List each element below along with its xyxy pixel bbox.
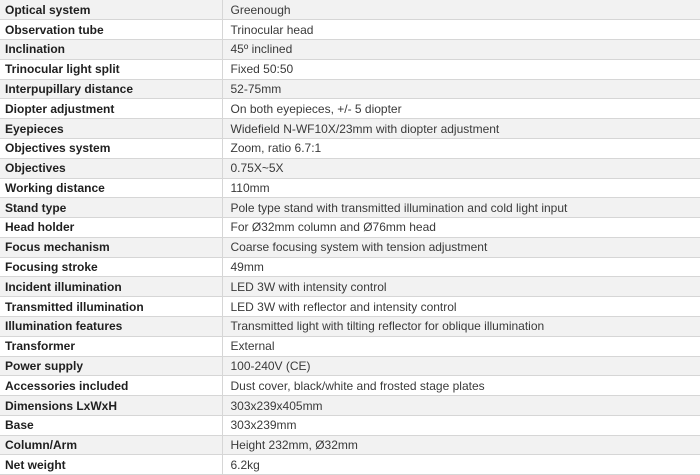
spec-value: 45º inclined — [222, 40, 700, 60]
spec-row — [0, 336, 700, 356]
spec-row — [0, 20, 700, 40]
spec-value: For Ø32mm column and Ø76mm head — [222, 218, 700, 238]
spec-row — [0, 178, 700, 198]
spec-value: 100-240V (CE) — [222, 356, 700, 376]
spec-row — [0, 79, 700, 99]
spec-row — [0, 198, 700, 218]
spec-row — [0, 415, 700, 435]
spec-row — [0, 218, 700, 238]
spec-label: Observation tube — [0, 20, 222, 40]
spec-value: LED 3W with intensity control — [222, 277, 700, 297]
spec-label: Optical system — [0, 0, 222, 20]
spec-row — [0, 138, 700, 158]
spec-row — [0, 158, 700, 178]
spec-label: Objectives — [0, 158, 222, 178]
spec-row — [0, 257, 700, 277]
spec-value: Coarse focusing system with tension adjustment — [222, 237, 700, 257]
spec-label: Interpupillary distance — [0, 79, 222, 99]
spec-label: Power supply — [0, 356, 222, 376]
spec-value: 49mm — [222, 257, 700, 277]
spec-value: Trinocular head — [222, 20, 700, 40]
spec-row — [0, 376, 700, 396]
spec-label: Illumination features — [0, 317, 222, 337]
spec-value: Dust cover, black/white and frosted stage plates — [222, 376, 700, 396]
spec-value: Height 232mm, Ø32mm — [222, 435, 700, 455]
spec-row — [0, 455, 700, 475]
spec-value: Transmitted light with tilting reflector for oblique illumination — [222, 317, 700, 337]
spec-row — [0, 59, 700, 79]
spec-label: Column/Arm — [0, 435, 222, 455]
spec-row — [0, 0, 700, 20]
spec-value: 303x239x405mm — [222, 396, 700, 416]
spec-row — [0, 356, 700, 376]
spec-value: Greenough — [222, 0, 700, 20]
spec-value: Zoom, ratio 6.7:1 — [222, 138, 700, 158]
spec-value: On both eyepieces, +/- 5 diopter — [222, 99, 700, 119]
spec-value: 52-75mm — [222, 79, 700, 99]
spec-row — [0, 297, 700, 317]
spec-label: Objectives system — [0, 138, 222, 158]
spec-value: Pole type stand with transmitted illumination and cold light input — [222, 198, 700, 218]
spec-value: 303x239mm — [222, 415, 700, 435]
spec-label: Transmitted illumination — [0, 297, 222, 317]
spec-label: Transformer — [0, 336, 222, 356]
spec-value: LED 3W with reflector and intensity control — [222, 297, 700, 317]
spec-row — [0, 277, 700, 297]
spec-label: Stand type — [0, 198, 222, 218]
spec-value: Widefield N-WF10X/23mm with diopter adjustment — [222, 119, 700, 139]
spec-label: Head holder — [0, 218, 222, 238]
spec-label: Incident illumination — [0, 277, 222, 297]
spec-row — [0, 435, 700, 455]
spec-row — [0, 396, 700, 416]
spec-value: 0.75X~5X — [222, 158, 700, 178]
spec-label: Net weight — [0, 455, 222, 475]
spec-row — [0, 317, 700, 337]
spec-label: Working distance — [0, 178, 222, 198]
spec-value: External — [222, 336, 700, 356]
spec-row — [0, 99, 700, 119]
spec-label: Eyepieces — [0, 119, 222, 139]
spec-label: Dimensions LxWxH — [0, 396, 222, 416]
spec-label: Inclination — [0, 40, 222, 60]
spec-row — [0, 237, 700, 257]
spec-value: 6.2kg — [222, 455, 700, 475]
spec-row — [0, 119, 700, 139]
spec-label: Accessories included — [0, 376, 222, 396]
spec-value: 110mm — [222, 178, 700, 198]
spec-label: Base — [0, 415, 222, 435]
spec-label: Diopter adjustment — [0, 99, 222, 119]
spec-row — [0, 40, 700, 60]
spec-label: Focus mechanism — [0, 237, 222, 257]
spec-label: Trinocular light split — [0, 59, 222, 79]
spec-label: Focusing stroke — [0, 257, 222, 277]
spec-value: Fixed 50:50 — [222, 59, 700, 79]
